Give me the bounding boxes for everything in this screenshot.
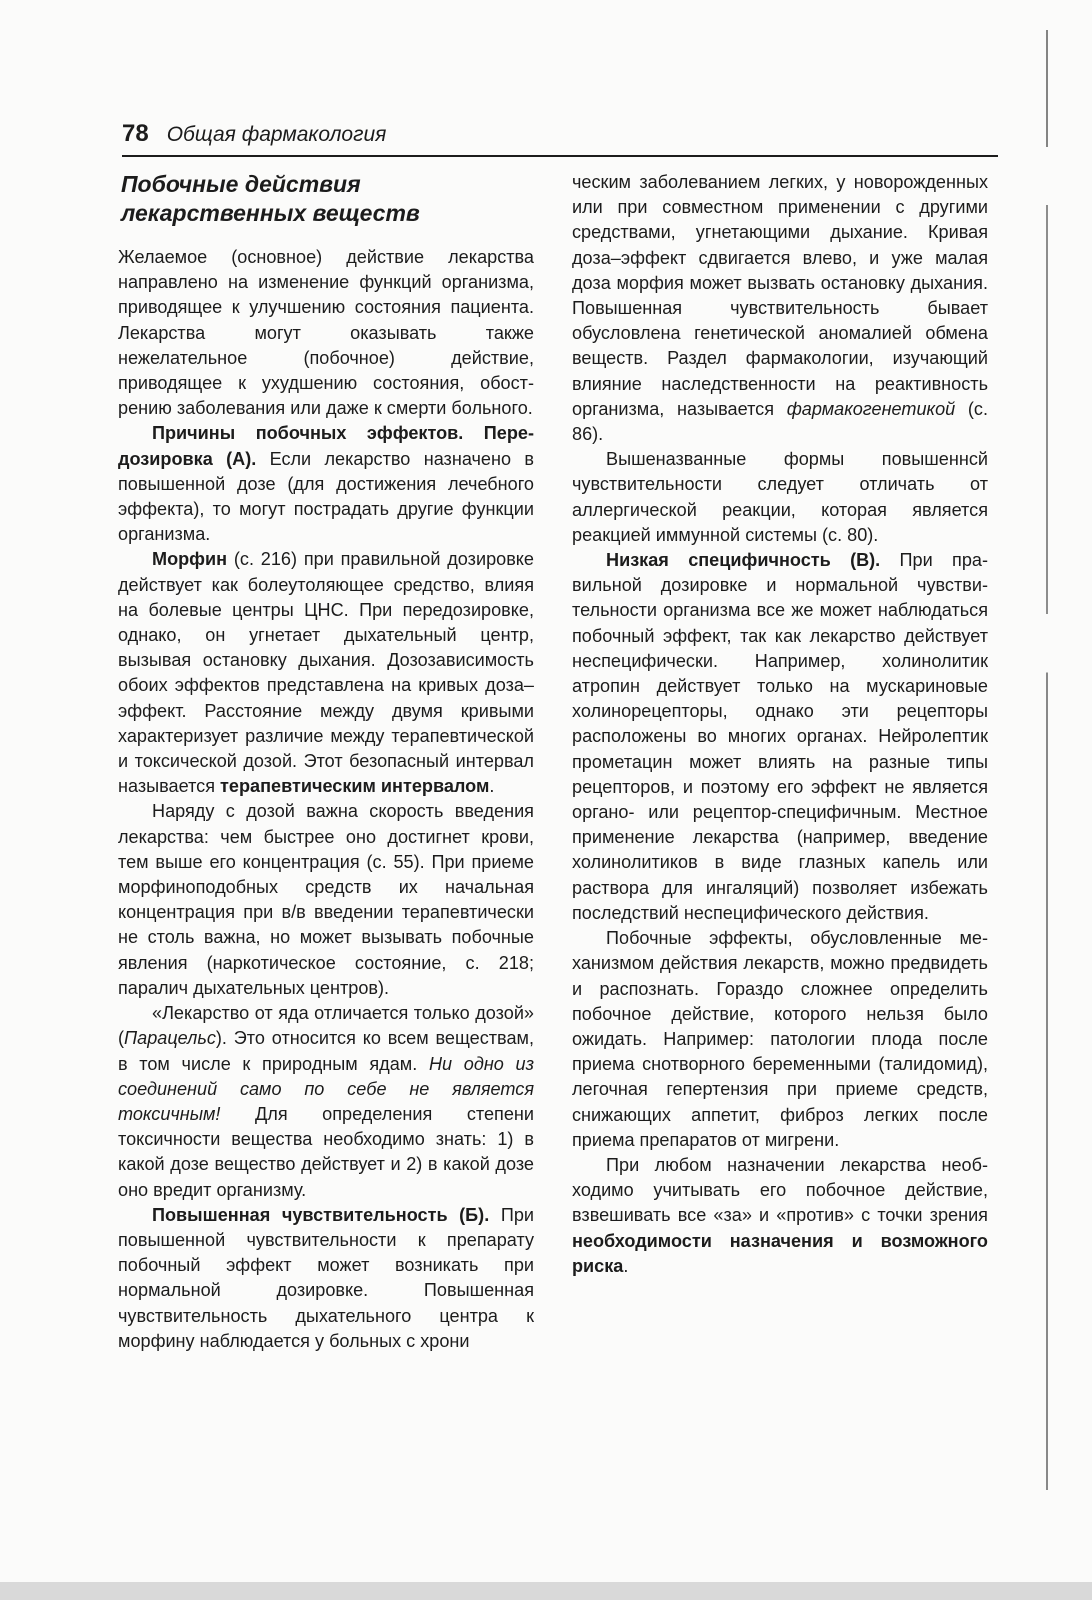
section-title-line2: лекарственных веществ <box>121 200 420 226</box>
section-title <box>121 170 534 228</box>
term-morphine: Морфин <box>152 549 228 570</box>
subheading-hypersensitivity: Повышенная чувствительность (Б). <box>152 1204 490 1225</box>
paragraph-continuation: ческим заболеванием легких, у новорожденных или при совместном применении с другими средствами, угнетающими дыхание. Кривая доза–эффект сдвигается влево, и уже малая доза морфия может вызвать остановку дыхания. Повышенная чувствительность бывает обусловлена генетической аномалией обмена веществ. Раздел фармакологии, изучающий влияние наследственности на реактивность организма, называется фармакогенетикой (с. 86). <box>572 172 988 445</box>
paragraph-conclusion: При любом назначении лекарства необходимо учитывать его побочное действие, взвешивать все «за» и «против» с точки зрения необходимости назначения и возможного риска. <box>572 1154 988 1276</box>
name-paracelsus: Парацельс <box>124 1028 216 1049</box>
term-pharmacogenetics: фармакогенетикой <box>786 398 956 419</box>
paragraph-rate: Наряду с дозой важна скорость введения лекарства: чем быстрее оно достигнет крови, тем выше его концентрация (с. 55). При приеме морфиноподобных средств их начальная концентрация при в/в введении терапевтически не столь важна, но может вызывать побочные явления (наркотическое состояние, с. 218; паралич дыхательных центров). <box>118 801 534 998</box>
paragraph-allergy: Вышеназванные формы повышеннсй чувствительности следует отличать от аллергической реакции, которая является реакцией иммунной системы (с. 80). <box>572 449 988 545</box>
section-title-line1: Побочные действия <box>121 171 361 197</box>
term-risk: необходимости назначения и возможного риска <box>572 1230 988 1276</box>
scan-bottom-edge <box>0 1582 1092 1600</box>
page-number: 78 <box>122 120 149 147</box>
paragraph-low-specificity: Низкая специфичность (В). При правильной дозировке и нормальной чувствительности организма все же может наблюдаться побочный эффект, так как лекарство действует неспецифически. Например, холинолитик атропин действует только на мускариновые холинорецепторы, однако эти рецепторы расположены во многих органах. Нейролептик прометацин может влиять на разные типы рецепторов, и поэтому его эффект не является органо- или рецептор-специфичным. Местное применение лекарства (например, введение холинолитиков в виде глазных капель или раствора для ингаляций) позволяет избежать последствий неспецифического действия. <box>572 550 989 923</box>
running-title: Общая фармакология <box>166 123 387 146</box>
header-rule <box>122 155 998 157</box>
right-column <box>572 170 988 1279</box>
paragraph-hypersensitivity: Повышенная чувствительность (Б). При повышенной чувствительности к препарату побочный эффект может возникать при нормальной дозировке. Повышенная чувствительность дыхательного центра к морфину наблюдается у больных с хрони <box>118 1204 535 1351</box>
paragraph-unexpected-effects: Побочные эффекты, обусловленные механизмом действия лекарств, можно предвидеть и распознать. Гораздо сложнее определить побочное действие, которого нельзя было ожидать. Например: патологии плода после приема снотворного беременными (талидомид), легочная гепертензия при приеме средств, снижающих аппетит, фиброз легких после приема препаратов от мигрени. <box>572 928 988 1150</box>
subheading-overdose: Причины побочных эффектов. Передозировка (А). <box>118 423 534 469</box>
paragraph-morphine: Морфин (с. 216) при правильной дозировке действует как болеутоляющее средство, влияя на болевые центры ЦНС. При передозировке, однако, он угнетает дыхательный центр, вызывая остановку дыхания. Дозозависимость обоих эффектов представлена на кривых доза–эффект. Расстояние между двумя кривыми характеризует различие между терапевтической и токсической дозой. Этот безопасный интервал называется терапевтическим интервалом. <box>118 549 534 797</box>
paragraph-overdose: Причины побочных эффектов. Передозировка (А). Если лекарство назначено в повышенной дозе (для достижения лечебного эффекта), то могут пострадать другие функции организма. <box>118 423 535 545</box>
subheading-low-specificity: Низкая специфичность (В). <box>606 550 881 571</box>
term-therapeutic-interval: терапевтическим интервалом <box>220 776 490 797</box>
left-column <box>118 170 534 1354</box>
paragraph-intro: Желаемое (основное) действие лекарства направлено на изменение функций организма, приводящее к улучшению состояния пациента. Лекарства могут оказывать также нежелательное (побочное) действие, приводящее к ухудшению состояния, обострению заболевания или даже к смерти больного. <box>118 247 534 419</box>
paragraph-paracelsus: «Лекарство от яда отличается только дозой» (Парацельс). Это относится ко всем веществам, в том числе к природным ядам. Ни одно из соединений само по себе не является токсичным! Для определения степени токсичности вещества необходимо знать: 1) в какой дозе вещество действует и 2) в какой дозе оно вредит организму. <box>118 1003 534 1200</box>
running-header <box>122 120 998 148</box>
emphasis-nontoxic: Ни одно из соединений само по себе не является токсичным! <box>118 1053 534 1124</box>
scan-edge-artifact <box>1046 30 1048 1490</box>
